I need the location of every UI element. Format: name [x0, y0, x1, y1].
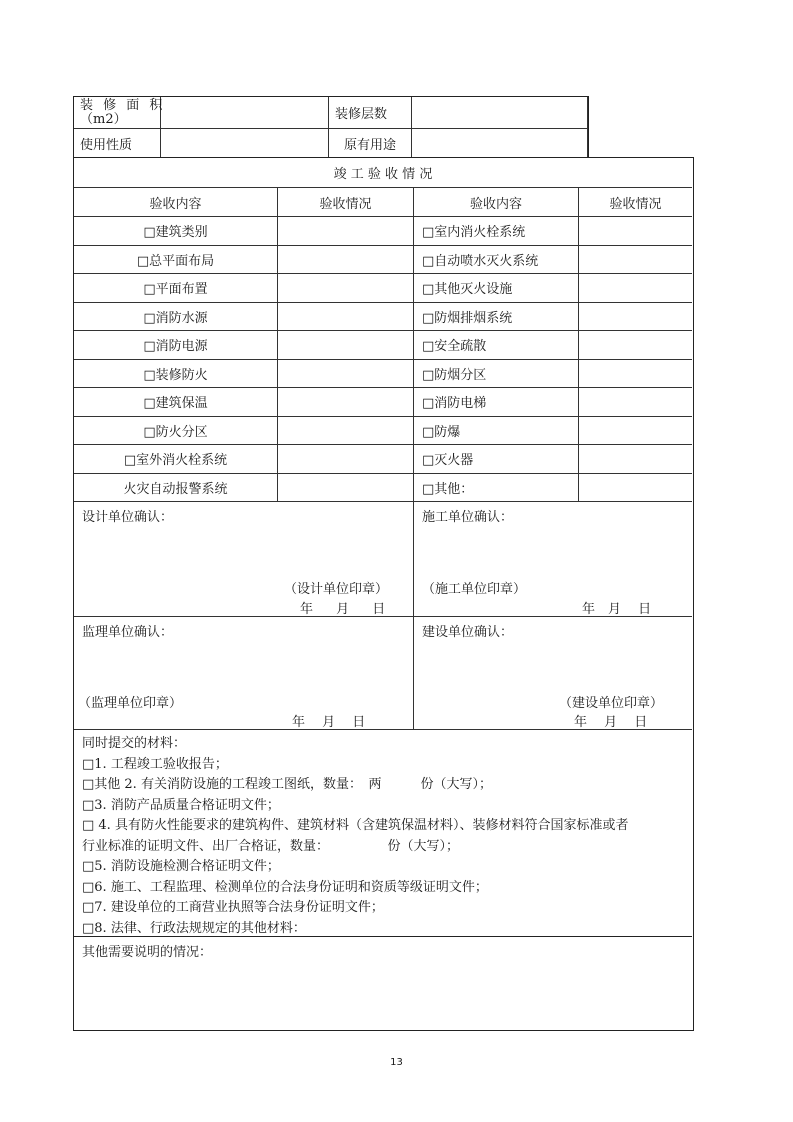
material-item[interactable]: □7. 建设单位的工商营业执照等合法身份证明文件； [82, 900, 384, 915]
acceptance-item-right [414, 331, 579, 360]
supervision-seal: （监理单位印章） [78, 696, 183, 711]
construction-seal: （施工单位印章） [422, 582, 527, 597]
acceptance-status-left-field[interactable] [278, 388, 414, 417]
usage-label: 使用性质 [80, 137, 133, 153]
acceptance-status-left-field[interactable] [278, 360, 414, 389]
col-header-content-right [414, 188, 579, 217]
material-item[interactable]: □1. 工程竣工验收报告； [82, 756, 228, 772]
acceptance-status-right-field[interactable] [579, 360, 692, 389]
area-label: 装 修 面 积 [80, 97, 166, 113]
acceptance-status-right-field[interactable] [579, 331, 692, 360]
col-header-text: 验收情况 [609, 196, 662, 212]
acceptance-item-left [74, 388, 278, 417]
acceptance-title: 竣 工 验 收 情 况 [333, 167, 433, 182]
materials-list [82, 734, 628, 939]
other-notes-cell[interactable] [74, 937, 692, 1029]
acceptance-status-left-field[interactable] [278, 417, 414, 446]
acceptance-status-right-field[interactable] [579, 417, 692, 446]
materials-cell [74, 730, 692, 937]
material-item[interactable]: □5. 消防设施检测合格证明文件； [82, 859, 280, 874]
area-value-field[interactable] [161, 97, 329, 129]
item-label[interactable]: □消防电源 [143, 339, 208, 355]
material-item[interactable]: □8. 法律、行政法规规定的其他材料： [82, 920, 306, 936]
item-label[interactable]: 火灾自动报警系统 [123, 481, 228, 497]
item-label[interactable]: □消防水源 [143, 310, 208, 326]
item-label[interactable]: □消防电梯 [422, 396, 487, 412]
acceptance-item-right [414, 217, 579, 246]
item-label[interactable]: □建筑保温 [143, 396, 208, 412]
floors-label-cell [329, 97, 412, 129]
acceptance-status-right-field[interactable] [579, 445, 692, 474]
acceptance-item-left [74, 246, 278, 275]
owner-date: 年 月 日 [574, 715, 648, 730]
acceptance-item-right [414, 474, 579, 503]
page-number: 13 [390, 1057, 403, 1068]
acceptance-item-right [414, 445, 579, 474]
acceptance-item-left [74, 474, 278, 503]
acceptance-item-right [414, 388, 579, 417]
acceptance-item-left [74, 360, 278, 389]
item-label[interactable]: □灭火器 [422, 453, 474, 469]
col-header-text: 验收内容 [469, 196, 522, 212]
col-header-status-right [579, 188, 692, 217]
acceptance-status-left-field[interactable] [278, 331, 414, 360]
design-date: 年 月 日 [300, 602, 386, 617]
acceptance-status-right-field[interactable] [579, 303, 692, 332]
acceptance-status-left-field[interactable] [278, 474, 414, 503]
owner-seal: （建设单位印章） [559, 696, 664, 711]
item-label[interactable]: □室内消火栓系统 [422, 225, 526, 241]
supervision-confirm-label: 监理单位确认： [82, 625, 174, 640]
item-label[interactable]: □其他灭火设施 [422, 282, 513, 298]
acceptance-status-left-field[interactable] [278, 274, 414, 303]
material-item[interactable]: 行业标准的证明文件、出厂合格证，数量： 份（大写）； [82, 838, 460, 854]
acceptance-status-left-field[interactable] [278, 246, 414, 275]
material-item[interactable]: □6. 施工、工程监理、检测单位的合法身份证明和资质等级证明文件； [82, 879, 488, 895]
other-notes-label: 其他需要说明的情况： [82, 945, 213, 960]
acceptance-item-left [74, 417, 278, 446]
floors-label: 装修层数 [335, 107, 388, 122]
acceptance-item-left [74, 331, 278, 360]
material-item[interactable]: □3. 消防产品质量合格证明文件； [82, 797, 280, 813]
owner-confirm-cell[interactable] [414, 617, 692, 730]
item-label[interactable]: □防烟分区 [422, 367, 487, 383]
acceptance-item-right [414, 274, 579, 303]
usage-value-field[interactable] [161, 129, 329, 158]
original-use-label-cell [329, 129, 412, 158]
construction-confirm-label: 施工单位确认： [422, 510, 514, 525]
acceptance-item-right [414, 417, 579, 446]
design-seal: （设计单位印章） [284, 582, 389, 597]
item-label[interactable]: □自动喷水灭火系统 [422, 253, 539, 269]
item-label[interactable]: □防火分区 [143, 424, 208, 440]
acceptance-item-right [414, 246, 579, 275]
item-label[interactable]: □防爆 [422, 424, 461, 440]
supervision-confirm-cell[interactable] [74, 617, 414, 730]
design-confirm-cell[interactable] [74, 502, 414, 617]
acceptance-item-left [74, 274, 278, 303]
col-header-text: 验收情况 [319, 196, 372, 212]
item-label[interactable]: □安全疏散 [422, 339, 487, 355]
item-label[interactable]: □总平面布局 [136, 253, 215, 269]
design-confirm-label: 设计单位确认： [82, 510, 174, 525]
original-use-label: 原有用途 [343, 137, 396, 153]
acceptance-status-right-field[interactable] [579, 246, 692, 275]
floors-value-field[interactable] [412, 97, 588, 129]
area-unit: （m2） [80, 111, 127, 127]
acceptance-title-cell [74, 158, 692, 188]
acceptance-status-right-field[interactable] [579, 217, 692, 246]
col-header-content-left [74, 188, 278, 217]
acceptance-item-right [414, 360, 579, 389]
item-label[interactable]: □平面布置 [143, 282, 208, 298]
main-table [73, 157, 694, 1031]
header-table [73, 96, 589, 158]
col-header-status-left [278, 188, 414, 217]
usage-label-cell [74, 129, 161, 158]
item-label[interactable]: □防烟排烟系统 [422, 310, 513, 326]
item-label[interactable]: □装修防火 [143, 367, 208, 383]
item-label[interactable]: □建筑类别 [143, 225, 208, 241]
construction-confirm-cell[interactable] [414, 502, 692, 617]
supervision-date: 年 月 日 [292, 715, 366, 730]
owner-confirm-label: 建设单位确认： [422, 625, 514, 640]
item-label[interactable]: □其他： [422, 481, 474, 497]
acceptance-item-left [74, 303, 278, 332]
acceptance-item-left [74, 217, 278, 246]
acceptance-status-right-field[interactable] [579, 388, 692, 417]
acceptance-status-right-field[interactable] [579, 474, 692, 503]
acceptance-item-right [414, 303, 579, 332]
material-item[interactable]: □ 4. 具有防火性能要求的建筑构件、建筑材料（含建筑保温材料）、装修材料符合国家标准或者 [82, 818, 629, 833]
acceptance-status-left-field[interactable] [278, 445, 414, 474]
item-label[interactable]: □室外消火栓系统 [123, 453, 228, 469]
materials-title: 同时提交的材料： [82, 736, 187, 751]
original-use-value-field[interactable] [412, 129, 588, 158]
acceptance-status-left-field[interactable] [278, 303, 414, 332]
area-label-cell [74, 97, 166, 129]
acceptance-status-right-field[interactable] [579, 274, 692, 303]
col-header-text: 验收内容 [149, 196, 202, 212]
acceptance-item-left [74, 445, 278, 474]
construction-date: 年 月 日 [582, 602, 652, 617]
acceptance-status-left-field[interactable] [278, 217, 414, 246]
material-item[interactable]: □其他 2. 有关消防设施的工程竣工图纸，数量： 两 份（大写）； [82, 777, 492, 792]
